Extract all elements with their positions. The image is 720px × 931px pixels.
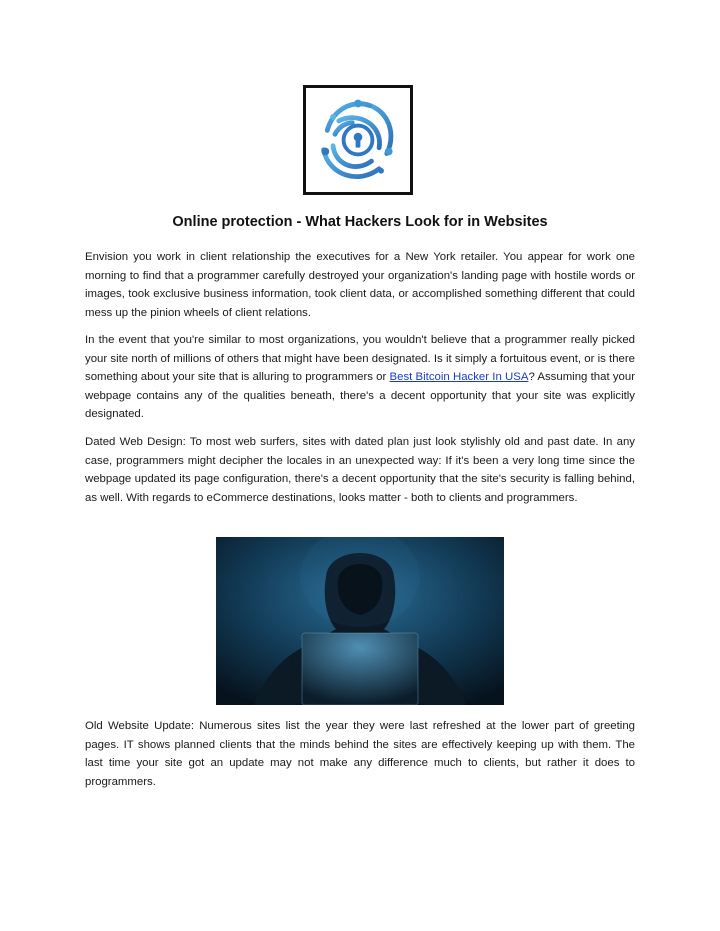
paragraph-2-text-start: In the event that you're similar to most organizations, you wouldn't believe that a programmer really picked your site north of millions of others that might have been designated. Is it simply a fortuitous event, or is there something about your site that is alluring to programmers or bbox=[85, 334, 635, 384]
article-title: Online protection - What Hackers Look for in Websites bbox=[172, 214, 548, 230]
paragraph-4: Old Website Update: Numerous sites list the year they were last refreshed at the lower part of greeting pages. IT shows planned clients that the minds behind the sites are effectively keeping up with them. The last time your site got an update may not make any difference much to clients, but rather it does to programmers. bbox=[85, 720, 635, 788]
paragraph-2-text-end: ? Assuming that your webpage contains any of the qualities beneath, there's a decent opportunity that your site was explicitly designated. bbox=[85, 371, 635, 421]
best-bitcoin-hacker-link[interactable]: Best Bitcoin Hacker In USA bbox=[389, 371, 529, 384]
lock-orbit-logo-icon bbox=[310, 92, 406, 188]
paragraph-1: Envision you work in client relationship the executives for a New York retailer. You appear for work one morning to find that a programmer carefully destroyed your organization's landing page with hostile words or images, took exclusive business information, took client data, or accomplished something different that could mess up the pinion wheels of client relations. bbox=[85, 251, 635, 319]
logo bbox=[303, 85, 413, 195]
paragraph-2 bbox=[85, 331, 635, 424]
paragraph-3: Dated Web Design: To most web surfers, sites with dated plan just look stylishly old and past date. In any case, programmers might decipher the locales in an unexpected way: If it's been a very long time since the webpage updated its page configuration, there's a decent opportunity that the site's security is falling behind, as well. With regards to eCommerce destinations, looks matter - both to clients and programmers. bbox=[85, 436, 635, 504]
hacker-illustration-icon bbox=[216, 537, 504, 705]
hooded-hacker-laptop-image bbox=[216, 537, 504, 705]
